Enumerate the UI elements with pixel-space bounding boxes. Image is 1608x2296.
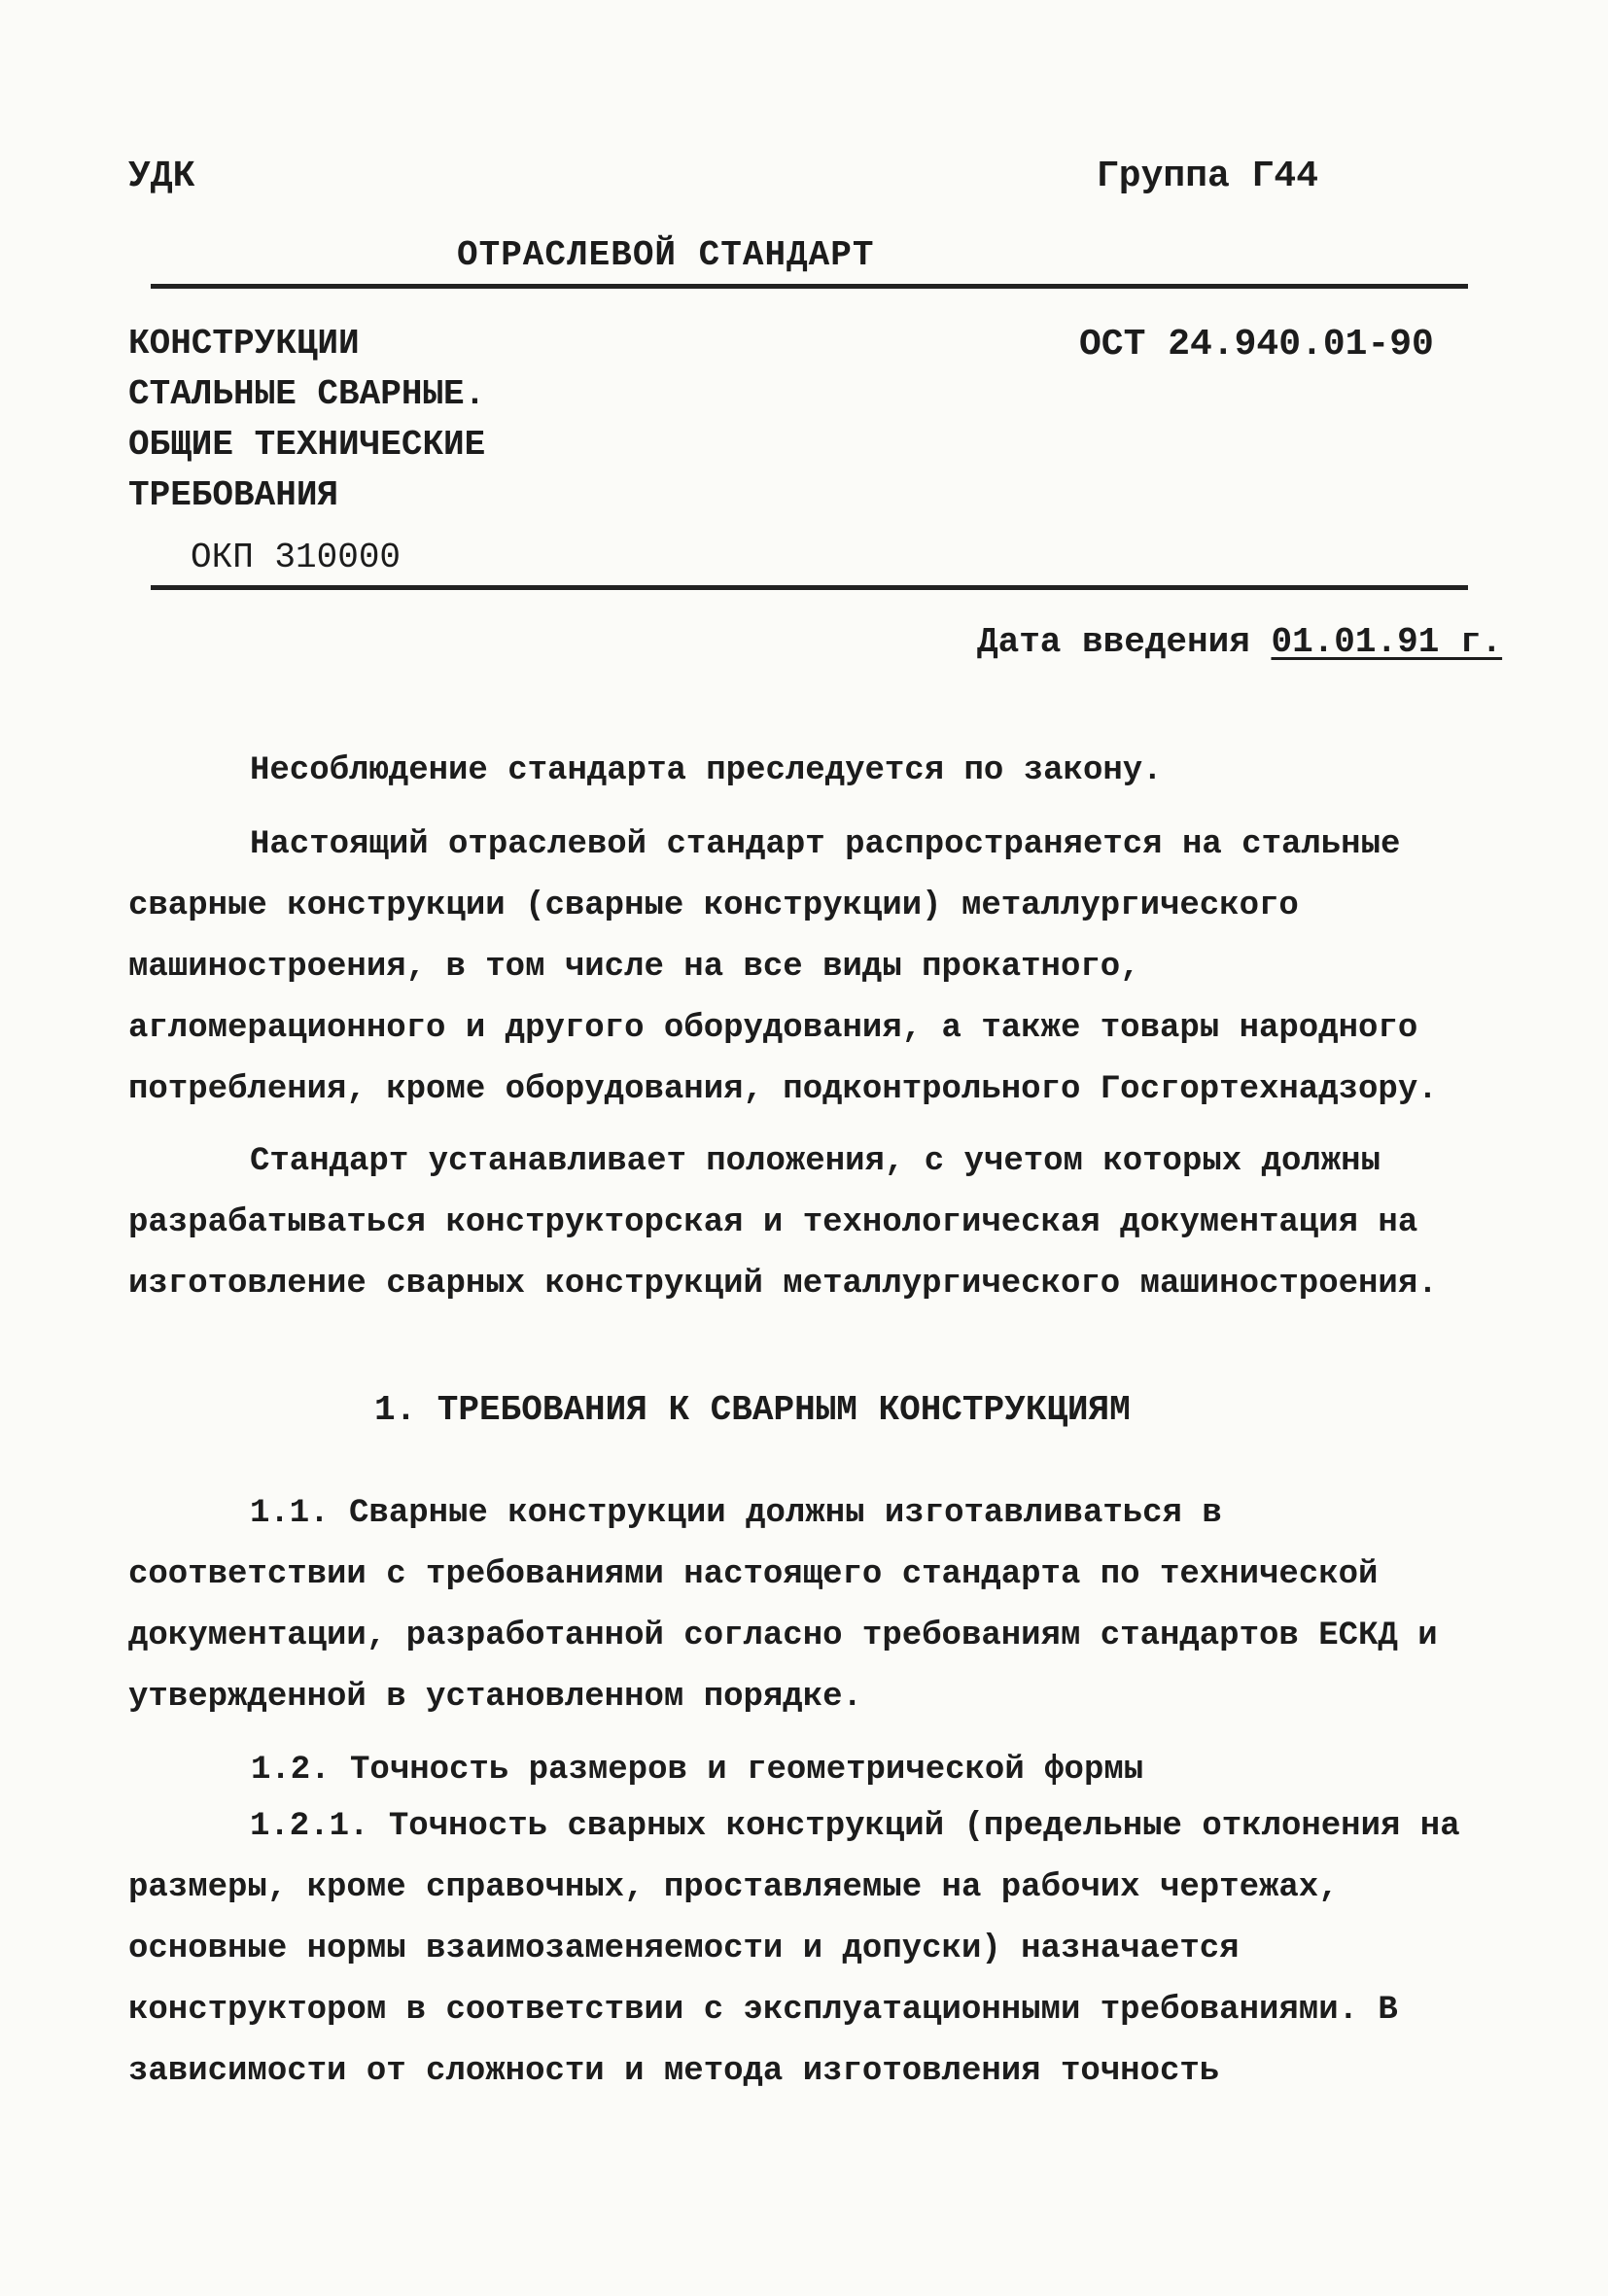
clause-1-2-1: 1.2.1. Точность сварных конструкций (предельные отклонения на размеры, кроме справочных, проставляемые на рабочих чертежах, основные нормы взаимозаменяемости и допуски) назначается конструктором в соответствии с эксплуатационными требованиями. В зависимости от сложности и метода изготовления точность: [128, 1808, 1460, 2090]
header-rule-top: [151, 284, 1468, 289]
title-line-1: КОНСТРУКЦИИ: [128, 324, 360, 364]
udk-label: УДК: [128, 156, 195, 197]
notice-paragraph: Несоблюдение стандарта преследуется по закону.: [250, 752, 1163, 789]
clause-1-1: 1.1. Сварные конструкции должны изготавливаться в соответствии с требованиями настоящего стандарта по технической документации, разработанной согласно требованиям стандартов ЕСКД и утвержденной в установленном порядке.: [128, 1495, 1438, 1716]
standard-type: ОТРАСЛЕВОЙ СТАНДАРТ: [457, 235, 875, 275]
title-line-2: СТАЛЬНЫЕ СВАРНЫЕ.: [128, 374, 486, 414]
intro-date: [977, 622, 1502, 662]
title-line-4: ТРЕБОВАНИЯ: [128, 475, 339, 515]
okp-code: ОКП 310000: [191, 538, 402, 577]
purpose-paragraph: Стандарт устанавливает положения, с учетом которых должны разрабатываться конструкторская и технологическая документация на изготовление сварных конструкций металлургического машиностроения.: [128, 1143, 1438, 1303]
intro-date-value: 01.01.91 г.: [1271, 622, 1503, 662]
header-rule-bottom: [151, 585, 1468, 590]
scope-paragraph: Настоящий отраслевой стандарт распространяется на стальные сварные конструкции (сварные конструкции) металлургического машиностроения, в том числе на все виды прокатного, агломерационного и другого оборудования, а также товары народного потребления, кроме оборудования, подконтрольного Госгортехнадзору.: [128, 826, 1438, 1108]
section-1-heading: 1. ТРЕБОВАНИЯ К СВАРНЫМ КОНСТРУКЦИЯМ: [374, 1390, 1131, 1430]
title-line-3: ОБЩИЕ ТЕХНИЧЕСКИЕ: [128, 425, 486, 465]
group-code: Группа Г44: [1097, 156, 1319, 197]
intro-date-label: Дата введения: [977, 622, 1250, 662]
standard-designation: ОСТ 24.940.01-90: [1079, 324, 1434, 365]
clause-1-2-heading: 1.2. Точность размеров и геометрической формы: [251, 1752, 1144, 1789]
